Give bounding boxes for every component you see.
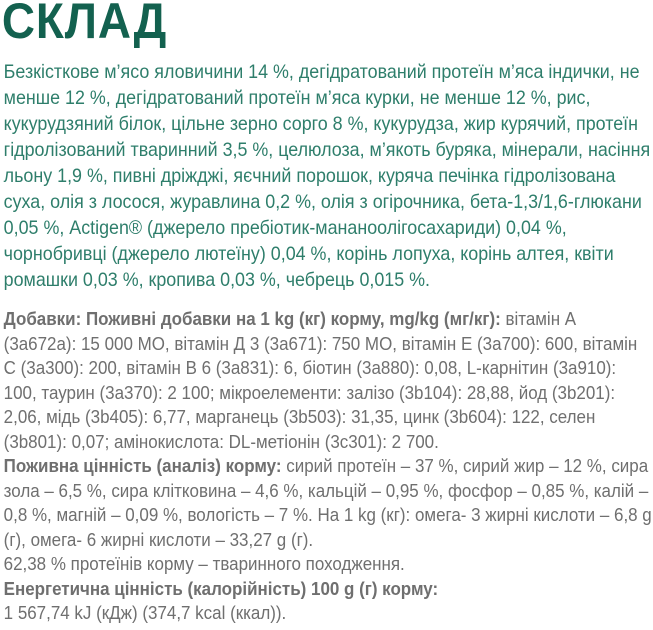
details-section <box>4 307 653 626</box>
additives-lead: Добавки: Поживні добавки на 1 kg (кг) корму, mg/kg (мг/кг): <box>3 308 501 329</box>
energy-title-line: Енергетична цінність (калорійність) 100 g (г) корму: <box>3 577 439 599</box>
nutrition-paragraph <box>4 454 653 552</box>
page-title: СКЛАД <box>1 0 168 49</box>
nutrition-text: сирий протеїн – 37 %, сирий жир – 12 %, сира зола – 6,5 %, сира клітковина – 4,6 %, кальцій – 0,95 %, фосфор – 0,85 %, калій – 0,8 %, магній – 0,09 %, вологість – 7 %. На 1 kg (кг): омега- 3 жирні кислоти – 6,8 g (г), омега- 6 жирні кислоти – 33,27 g (г). <box>3 455 652 550</box>
additives-paragraph <box>4 307 653 454</box>
additives-text: вітамін А (3a672a): 15 000 МО, вітамін Д 3 (3a671): 750 МО, вітамін Е (3a700): 600, вітамін С (3a300): 200, вітамін В 6 (3a831): 6, біотин (3a880): 0,08, L-карнітин (3a910): 100, таурин (3a370): 2 100; мікроелементи: залізо (3b104): 28,88, йод (3b201): 2,06, мідь (3b405): 6,77, марганець (3b503): 31,35, цинк (3b604): 122, селен (3b801): 0,07; амінокислота: DL-метіонін (3c301): 2 700. <box>3 308 638 452</box>
nutrition-lead: Поживна цінність (аналіз) корму: <box>3 455 282 476</box>
protein-origin-line: 62,38 % протеїнів корму – тваринного походження. <box>3 553 405 574</box>
energy-value-line: 1 567,74 kJ (кДж) (374,7 kcal (ккал)). <box>3 602 287 623</box>
composition-paragraph: Безкісткове м’ясо яловичини 14 %, дегідратований протеїн м’яса індички, не менше 12 %, дегідратований протеїн м’яса курки, не менше 12 %, рис, кукурудзяний білок, цільне зерно сорго 8 %, кукурудза, жир курячий, протеїн гідролізований тваринний 3,5 %, целюлоза, м’якоть буряка, мінерали, насіння льону 1,9 %, пивні дріжджі, яєчний порошок, куряча печінка гідролізована суха, олія з лосося, журавлина 0,2 %, олія з огірочника, бета-1,3/1,6-глюкани 0,05 %, Actigen® (джерело пребіотик-мананоолігосахариди) 0,04 %, чорнобривці (джерело лютеїну) 0,04 %, корінь лопуха, корінь алтея, квіти ромашки 0,03 %, кропива 0,03 %, чебрець 0,015 %. <box>3 61 651 291</box>
